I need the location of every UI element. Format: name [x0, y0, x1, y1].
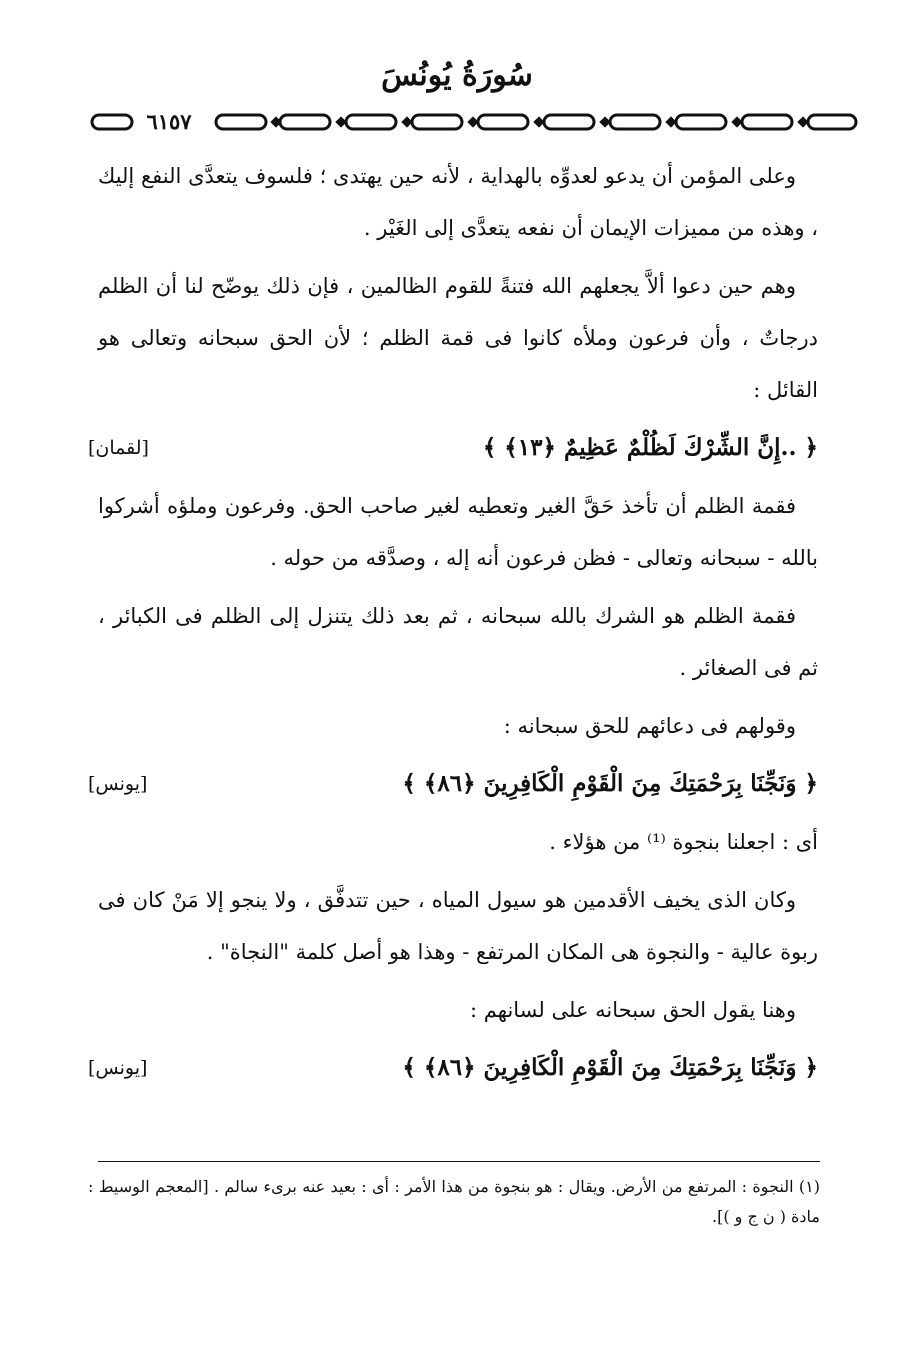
page-number: ٦١٥٧ [134, 104, 204, 140]
quran-verse-row [88, 422, 818, 474]
footnote: (١) النجوة : المرتفع من الأرض. ويقال : هو بنجوة من هذا الأمر : أى : بعيد عنه برىء سالم . [المعجم الوسيط : مادة ( ن ج و )]. [88, 1177, 820, 1226]
paragraph: وهنا يقول الحق سبحانه على لسانهم : [470, 998, 796, 1022]
paragraph: أى : اجعلنا بنجوة ⁽¹⁾ من هؤلاء . [549, 830, 818, 854]
paragraph: وعلى المؤمن أن يدعو لعدوِّه بالهداية ، لأنه حين يهتدى ؛ فلسوف يتعدَّى النفع إليك ، وهذه من مميزات الإيمان أن نفعه يتعدَّى إلى الغَيْر . [98, 164, 818, 240]
paragraph: فقمة الظلم أن تأخذ حَقَّ الغير وتعطيه لغير صاحب الحق. وفرعون وملؤه أشركوا بالله - سبحانه وتعالى - فظن فرعون أنه إله ، وصدَّقه من حوله . [98, 494, 818, 570]
surah-title: سُورَةُ يُونُسَ [381, 58, 533, 93]
surah-reference: [لقمان] [88, 437, 149, 459]
quran-verse-row [88, 758, 818, 810]
paragraph: وقولهم فى دعائهم للحق سبحانه : [503, 714, 796, 738]
paragraph: وهم حين دعوا ألاَّ يجعلهم الله فتنةً للقوم الظالمين ، فإن ذلك يوضّح لنا أن الظلم درجاتٌ ، وأن فرعون وملأه كانوا فى قمة الظلم ؛ لأن الحق سبحانه وتعالى هو القائل : [98, 274, 818, 402]
quran-verse-row [88, 1042, 818, 1094]
footnote-divider [98, 1161, 820, 1162]
surah-reference: [يونس] [88, 773, 148, 795]
paragraph: وكان الذى يخيف الأقدمين هو سيول المياه ، حين تتدفَّق ، ولا ينجو إلا مَنْ كان فى ربوة عالية - والنجوة هى المكان المرتفع - وهذا هو أصل كلمة "النجاة" . [98, 888, 818, 964]
quran-verse: ﴿ وَنَجِّنَا بِرَحْمَتِكَ مِنَ الْقَوْمِ الْكَافِرِينَ ﴿٨٦﴾ ﴾ [402, 1054, 818, 1081]
body-text [88, 150, 818, 1100]
paragraph: فقمة الظلم هو الشرك بالله سبحانه ، ثم بعد ذلك يتنزل إلى الظلم فى الكبائر ، ثم فى الصغائر . [98, 604, 818, 680]
quran-verse: ﴿ وَنَجِّنَا بِرَحْمَتِكَ مِنَ الْقَوْمِ الْكَافِرِينَ ﴿٨٦﴾ ﴾ [402, 770, 818, 797]
quran-verse: ﴿ ..إِنَّ الشِّرْكَ لَظُلْمٌ عَظِيمٌ ﴿١٣﴾ ﴾ [482, 434, 818, 461]
surah-reference: [يونس] [88, 1057, 148, 1079]
